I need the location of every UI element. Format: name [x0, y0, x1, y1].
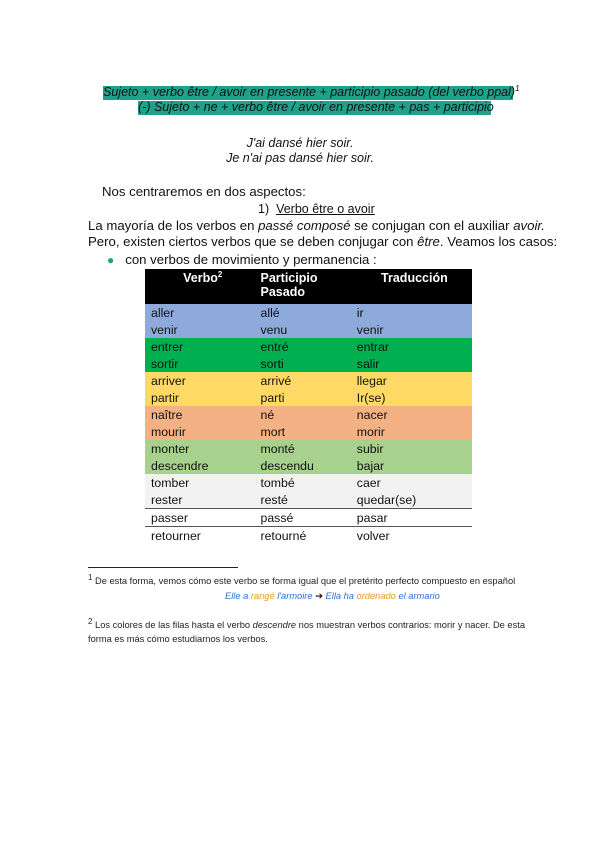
- table-row: [145, 304, 472, 321]
- header-translation: Traducción: [351, 269, 472, 304]
- cell-verb: descendre: [151, 458, 209, 473]
- footnote-1: $^1$ De esta forma, vemos cómo este verbo se forma igual que el pretérito perfecto compuesto en español: [88, 573, 516, 586]
- table-row: [145, 474, 472, 491]
- table-row: [145, 406, 472, 423]
- cell-translation: entrar: [356, 339, 389, 354]
- cell-participle: venu: [260, 322, 288, 337]
- table-row: [145, 491, 472, 509]
- cell-verb: tomber: [151, 475, 190, 490]
- table-row: [145, 372, 472, 389]
- cell-participle: né: [260, 407, 275, 422]
- table-row: [145, 527, 472, 545]
- cell-verb: aller: [151, 305, 175, 320]
- verb-table-body: [145, 304, 472, 544]
- bullet-text: con verbos de movimiento y permanencia :: [125, 252, 377, 267]
- cell-translation: volver: [351, 527, 472, 545]
- footnote-2: $^2$ Los colores de las filas hasta el verbo descendre nos muestran verbos contrarios: morir y nacer. De esta: [88, 617, 525, 630]
- cell-translation: salir: [356, 356, 380, 371]
- formula-line-2: (-) Sujeto + ne + verbo être / avoir en presente + pas + participio: [138, 100, 494, 114]
- header-verb: Verbo$^2$: [145, 269, 255, 304]
- arrow-right-icon: ➔: [315, 591, 323, 601]
- example-affirmative: J'ai dansé hier soir.: [246, 136, 354, 150]
- cell-participle: allé: [260, 305, 280, 320]
- cell-translation: nacer: [356, 407, 388, 422]
- cell-verb: venir: [151, 322, 178, 337]
- example-negative: Je n'ai pas dansé hier soir.: [226, 151, 374, 165]
- cell-participle: entré: [260, 339, 289, 354]
- footnote-ref-2[interactable]: 2: [217, 270, 223, 279]
- formula-line-1: Sujeto + verbo être / avoir en presente + participio pasado (del verbo ppal)$^1$: [103, 84, 520, 99]
- cell-translation: ir: [356, 305, 364, 320]
- cell-translation: caer: [356, 475, 381, 490]
- cell-verb: passer: [145, 509, 255, 527]
- footnote-2-line-2: forma es más cómo estudiarnos los verbos.: [88, 634, 268, 644]
- cell-translation: venir: [356, 322, 384, 337]
- table-header-row: [145, 269, 472, 304]
- cell-participle: retourné: [255, 527, 351, 545]
- cell-verb: naître: [151, 407, 183, 422]
- section-title: Verbo être o avoir: [276, 202, 375, 216]
- table-row: [145, 338, 472, 355]
- bullet-item: [107, 252, 377, 268]
- section-number: 1): [258, 202, 270, 216]
- section-heading: [258, 202, 375, 216]
- cell-participle: arrivé: [260, 373, 292, 388]
- cell-verb: sortir: [151, 356, 179, 371]
- footnote-separator: [88, 567, 238, 568]
- cell-verb: rester: [151, 492, 183, 507]
- table-row: [145, 423, 472, 440]
- table-row: [145, 321, 472, 338]
- cell-participle: sorti: [260, 356, 284, 371]
- cell-participle: mort: [260, 424, 286, 439]
- cell-verb: retourner: [145, 527, 255, 545]
- cell-participle: resté: [260, 492, 288, 507]
- cell-translation: pasar: [351, 509, 472, 527]
- footnote-1-example: Elle a rangé l'armoire ➔ Ella ha ordenado el armario: [225, 591, 440, 601]
- table-row: [145, 355, 472, 372]
- cell-translation: Ir(se): [356, 390, 386, 405]
- cell-translation: morir: [356, 424, 385, 439]
- cell-participle: tombé: [260, 475, 295, 490]
- cell-translation: bajar: [356, 458, 385, 473]
- verb-table: [145, 269, 472, 544]
- cell-verb: mourir: [151, 424, 186, 439]
- cell-participle: monté: [260, 441, 295, 456]
- table-row: [145, 440, 472, 457]
- bullet-dot-icon: ●: [107, 253, 115, 267]
- paragraph-line-1: La mayoría de los verbos en passé composé se conjugan con el auxiliar avoir.: [88, 218, 545, 233]
- cell-verb: partir: [151, 390, 180, 405]
- table-row: [145, 389, 472, 406]
- cell-translation: llegar: [356, 373, 387, 388]
- table-row: [145, 509, 472, 527]
- cell-verb: monter: [151, 441, 190, 456]
- intro-text: Nos centraremos en dos aspectos:: [102, 184, 306, 199]
- footnote-ref-1[interactable]: 1: [515, 84, 520, 93]
- cell-verb: entrer: [151, 339, 184, 354]
- cell-participle: descendu: [260, 458, 314, 473]
- cell-participle: parti: [260, 390, 285, 405]
- paragraph-line-2: Pero, existen ciertos verbos que se deben conjugar con être. Veamos los casos:: [88, 234, 558, 249]
- cell-participle: passé: [255, 509, 351, 527]
- header-participle: Participio Pasado: [255, 269, 351, 304]
- cell-translation: quedar(se): [356, 492, 417, 507]
- table-row: [145, 457, 472, 474]
- cell-verb: arriver: [151, 373, 186, 388]
- cell-translation: subir: [356, 441, 384, 456]
